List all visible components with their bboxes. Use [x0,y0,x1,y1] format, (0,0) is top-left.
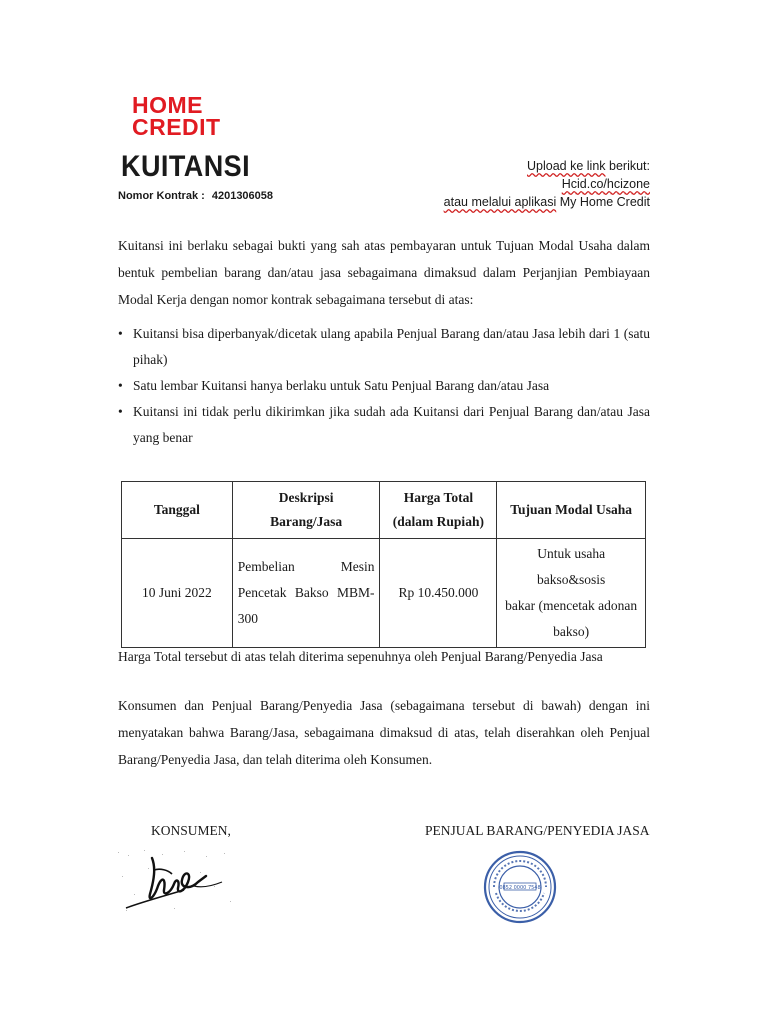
contract-number-label: Nomor Kontrak : [118,190,205,202]
cell-tanggal: 10 Juni 2022 [122,539,233,648]
list-item [118,399,650,451]
penjual-label: PENJUAL BARANG/PENYEDIA JASA [425,823,650,838]
cell-deskripsi-line3: 300 [237,611,259,626]
header-harga [380,482,497,539]
header-tanggal: Tanggal [122,482,233,539]
cell-tujuan-line2: bakar (mencetak adonan [505,598,638,613]
header-deskripsi-line1: Deskripsi [278,490,334,505]
upload-line3-a: atau melalui aplikasi [443,195,557,209]
handover-statement: Konsumen dan Penjual Barang/Penyedia Jasa (sebagaimana tersebut di bawah) dengan ini menyatakan bahwa Barang/Jasa, sebagaimana dimaksud di atas, telah diserahkan oleh Penjual Barang/Penyedia Jasa, dan telah diterima oleh Konsumen. [118,698,650,767]
bullet-icon: • [118,404,123,419]
logo-line-credit: CREDIT [132,114,221,140]
list-item-text: Kuitansi bisa diperbanyak/dicetak ulang apabila Penjual Barang dan/atau Jasa lebih dari 1 (satu pihak) [133,326,650,367]
stamp-phone: 0852 0000 7548 [499,885,541,891]
header-tujuan: Tujuan Modal Usaha [497,482,646,539]
bullet-icon: • [118,378,123,393]
logo-line-home: HOME [132,92,203,118]
contract-number-value: 4201306058 [211,190,274,202]
cell-tujuan-line1: Untuk usaha bakso&sosis [537,546,606,587]
receipt-table [121,481,646,648]
notes-list [118,321,650,451]
company-stamp [482,849,558,930]
contract-number [118,190,273,202]
list-item [118,373,650,399]
konsumen-label: KONSUMEN, [151,823,231,838]
received-statement: Harga Total tersebut di atas telah diterima sepenuhnya oleh Penjual Barang/Penyedia Jasa [118,649,603,664]
upload-link[interactable]: Hcid.co/hcizone [561,177,650,191]
cell-harga: Rp 10.450.000 [380,539,497,648]
header-deskripsi [232,482,380,539]
table-row [122,539,646,648]
cell-tujuan [497,539,646,648]
header-harga-line2: (dalam Rupiah) [392,514,484,529]
upload-app-name: My Home Credit [559,195,650,209]
list-item [118,321,650,373]
cell-tujuan-line3: bakso) [553,624,590,639]
bullet-icon: • [118,326,123,341]
header-deskripsi-line2: Barang/Jasa [270,514,343,529]
header-harga-line1: Harga Total [403,490,474,505]
cell-deskripsi [232,539,380,648]
upload-line1-b: berikut: [609,159,650,173]
upload-instructions [444,157,650,211]
konsumen-signature [114,846,239,923]
page-title: KUITANSI [121,150,251,183]
upload-line1-a: Upload ke link [527,159,606,173]
cell-deskripsi-line2: Pencetak Bakso MBM- [237,585,375,600]
table-header-row [122,482,646,539]
intro-paragraph: Kuitansi ini berlaku sebagai bukti yang sah atas pembayaran untuk Tujuan Modal Usaha dalam bentuk pembelian barang dan/atau jasa sebagaimana dimaksud dalam Perjanjian Pembiayaan Modal Kerja dengan nomor kontrak sebagaimana tersebut di atas: [118,238,650,307]
list-item-text: Satu lembar Kuitansi hanya berlaku untuk Satu Penjual Barang dan/atau Jasa [133,378,550,393]
cell-deskripsi-line1: Pembelian Mesin [237,559,375,574]
home-credit-logo [132,94,221,138]
list-item-text: Kuitansi ini tidak perlu dikirimkan jika sudah ada Kuitansi dari Penjual Barang dan/atau Jasa yang benar [133,404,650,445]
